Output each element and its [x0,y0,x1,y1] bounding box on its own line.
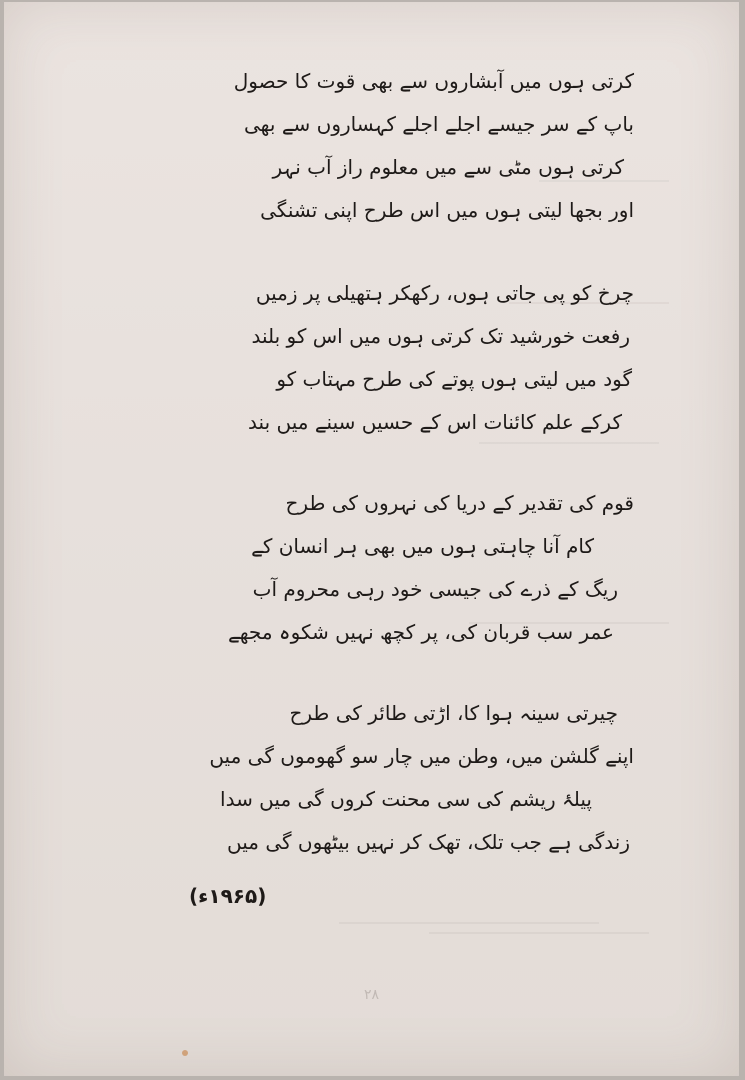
poem-line: زندگی ہے جب تلک، تھک کر نہیں بیٹھوں گی میں [227,830,630,854]
book-page [4,2,739,1076]
poem-line: اپنے گلشن میں، وطن میں چار سو گھوموں گی میں [209,744,634,768]
stanza-2 [74,272,634,444]
poem-line: کرکے علم کائنات اس کے حسیں سینے میں بند [248,410,622,434]
poem-line: قوم کی تقدیر کے دریا کی نہروں کی طرح [285,491,634,515]
paper-stain [182,1050,188,1056]
poem-line: باپ کے سر جیسے اجلے اجلے کہساروں سے بھی [244,112,634,136]
poem-line: کرتی ہوں میں آبشاروں سے بھی قوت کا حصول [233,69,634,93]
stanza-4 [74,692,634,864]
poem-line: کرتی ہوں مٹی سے میں معلوم راز آب نہر [272,155,624,179]
page-number: ۲۸ [364,987,380,1003]
poem-line: اور بجھا لیتی ہوں میں اس طرح اپنی تشنگی [260,198,634,222]
poem-line: رفعت خورشید تک کرتی ہوں میں اس کو بلند [251,324,630,348]
poem-line: پیلۂ ریشم کی سی محنت کروں گی میں سدا [220,787,592,811]
stanza-3 [74,482,634,654]
poem-line: چیرتی سینہ ہوا کا، اڑتی طائر کی طرح [289,701,618,725]
poem-line: عمر سب قربان کی، پر کچھ نہیں شکوہ مجھے [227,620,614,644]
poem-line: گود میں لیتی ہوں پوتے کی طرح مہتاب کو [276,367,632,391]
stanza-1 [74,60,634,232]
poem-date: (۱۹۶۵ء) [189,884,267,908]
poem-line: کام آنا چاہتی ہوں میں بھی ہر انسان کے [251,534,594,558]
poem-line: ریگ کے ذرے کی جیسی خود رہی محروم آب [252,577,618,601]
poem-line: چرخ کو پی جاتی ہوں، رکھکر ہتھیلی پر زمیں [255,281,634,305]
